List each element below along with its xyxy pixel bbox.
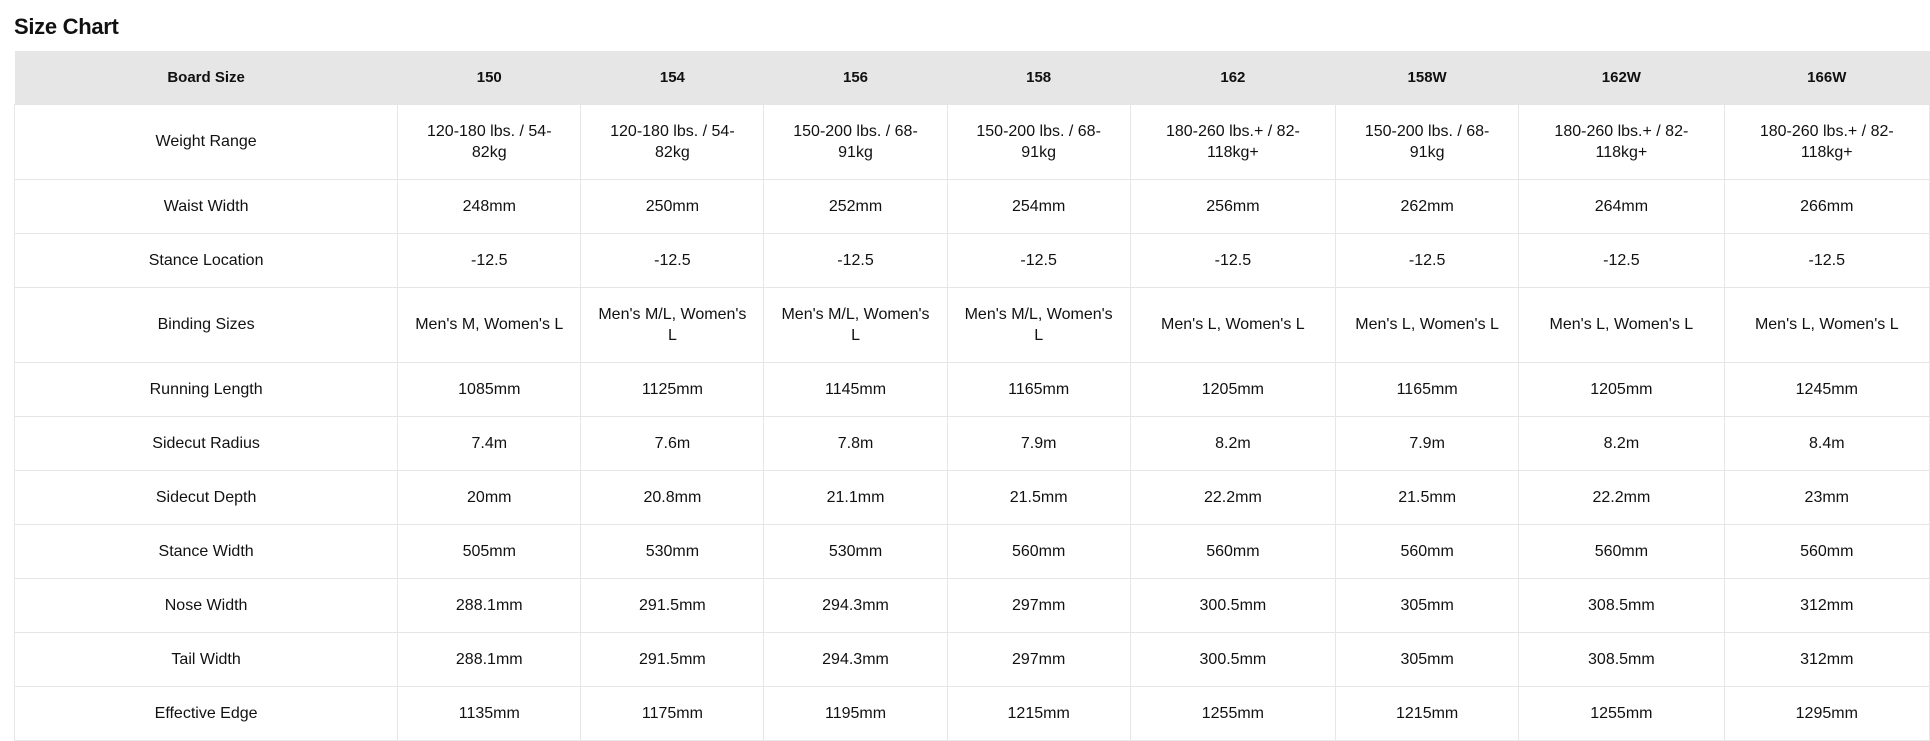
table-row — [15, 686, 1930, 740]
table-cell: 150-200 lbs. / 68-91kg — [947, 104, 1130, 179]
table-cell: 150-200 lbs. / 68-91kg — [1336, 104, 1519, 179]
row-label: Running Length — [15, 362, 398, 416]
table-cell: Men's M/L, Women's L — [581, 287, 764, 362]
table-cell: 7.8m — [764, 416, 947, 470]
table-cell: 252mm — [764, 179, 947, 233]
table-cell: 7.6m — [581, 416, 764, 470]
row-label: Stance Width — [15, 524, 398, 578]
table-cell: 180-260 lbs.+ / 82-118kg+ — [1724, 104, 1929, 179]
table-cell: 560mm — [1519, 524, 1724, 578]
table-cell: 530mm — [764, 524, 947, 578]
table-cell: 312mm — [1724, 632, 1929, 686]
table-cell: 1195mm — [764, 686, 947, 740]
size-chart-table-container — [14, 51, 1899, 741]
table-cell: 250mm — [581, 179, 764, 233]
table-cell: -12.5 — [1130, 233, 1335, 287]
table-cell: 1165mm — [947, 362, 1130, 416]
table-cell: Men's L, Women's L — [1519, 287, 1724, 362]
table-cell: 150-200 lbs. / 68-91kg — [764, 104, 947, 179]
header-cell-size: 158W — [1407, 68, 1447, 86]
row-label: Stance Location — [15, 233, 398, 287]
table-cell: Men's L, Women's L — [1724, 287, 1929, 362]
table-row — [15, 233, 1930, 287]
table-cell: 294.3mm — [764, 632, 947, 686]
table-cell: 248mm — [398, 179, 581, 233]
table-cell: 8.2m — [1519, 416, 1724, 470]
table-cell: 560mm — [947, 524, 1130, 578]
table-cell: Men's M/L, Women's L — [947, 287, 1130, 362]
row-label: Effective Edge — [15, 686, 398, 740]
table-cell: -12.5 — [1724, 233, 1929, 287]
row-label: Binding Sizes — [15, 287, 398, 362]
table-cell: 560mm — [1130, 524, 1335, 578]
table-row — [15, 632, 1930, 686]
table-cell: 1085mm — [398, 362, 581, 416]
table-cell: 294.3mm — [764, 578, 947, 632]
table-cell: -12.5 — [947, 233, 1130, 287]
header-cell-size: 156 — [843, 68, 869, 86]
table-cell: 180-260 lbs.+ / 82-118kg+ — [1519, 104, 1724, 179]
table-cell: -12.5 — [1336, 233, 1519, 287]
table-row — [15, 416, 1930, 470]
table-cell: 120-180 lbs. / 54-82kg — [398, 104, 581, 179]
table-cell: 180-260 lbs.+ / 82-118kg+ — [1130, 104, 1335, 179]
table-row — [15, 287, 1930, 362]
table-row — [15, 470, 1930, 524]
header-cell-size: 166W — [1807, 68, 1847, 86]
table-cell: -12.5 — [764, 233, 947, 287]
table-cell: 7.4m — [398, 416, 581, 470]
table-cell: 1295mm — [1724, 686, 1929, 740]
table-cell: 256mm — [1130, 179, 1335, 233]
table-cell: 1145mm — [764, 362, 947, 416]
size-chart-table — [14, 51, 1930, 741]
table-cell: 254mm — [947, 179, 1130, 233]
table-cell: 1215mm — [947, 686, 1130, 740]
table-cell: 1205mm — [1519, 362, 1724, 416]
header-cell-size: 150 — [476, 68, 502, 86]
table-cell: -12.5 — [581, 233, 764, 287]
table-cell: 23mm — [1724, 470, 1929, 524]
table-header — [15, 51, 1930, 104]
table-cell: 1255mm — [1519, 686, 1724, 740]
table-cell: 7.9m — [947, 416, 1130, 470]
table-cell: 291.5mm — [581, 632, 764, 686]
row-label: Sidecut Depth — [15, 470, 398, 524]
table-cell: 1245mm — [1724, 362, 1929, 416]
table-cell: Men's L, Women's L — [1130, 287, 1335, 362]
table-cell: 305mm — [1336, 578, 1519, 632]
table-row — [15, 362, 1930, 416]
table-cell: 530mm — [581, 524, 764, 578]
table-cell: 8.2m — [1130, 416, 1335, 470]
row-label: Weight Range — [15, 104, 398, 179]
table-cell: Men's M/L, Women's L — [764, 287, 947, 362]
table-cell: 288.1mm — [398, 578, 581, 632]
page-title: Size Chart — [14, 14, 119, 39]
table-cell: 20.8mm — [581, 470, 764, 524]
table-cell: 560mm — [1724, 524, 1929, 578]
table-cell: Men's L, Women's L — [1336, 287, 1519, 362]
table-cell: 264mm — [1519, 179, 1724, 233]
table-cell: Men's M, Women's L — [398, 287, 581, 362]
table-cell: 505mm — [398, 524, 581, 578]
table-cell: 308.5mm — [1519, 578, 1724, 632]
table-cell: 312mm — [1724, 578, 1929, 632]
header-cell-size: 162W — [1601, 68, 1641, 86]
table-cell: 120-180 lbs. / 54-82kg — [581, 104, 764, 179]
table-cell: 20mm — [398, 470, 581, 524]
table-cell: 1135mm — [398, 686, 581, 740]
table-cell: 22.2mm — [1130, 470, 1335, 524]
table-cell: -12.5 — [398, 233, 581, 287]
table-cell: 7.9m — [1336, 416, 1519, 470]
table-row — [15, 524, 1930, 578]
table-cell: 1215mm — [1336, 686, 1519, 740]
table-row — [15, 104, 1930, 179]
table-cell: 305mm — [1336, 632, 1519, 686]
header-cell-board-size: Board Size — [167, 68, 245, 86]
table-cell: 1165mm — [1336, 362, 1519, 416]
table-cell: 291.5mm — [581, 578, 764, 632]
table-cell: 1125mm — [581, 362, 764, 416]
row-label: Sidecut Radius — [15, 416, 398, 470]
table-row — [15, 179, 1930, 233]
table-cell: 266mm — [1724, 179, 1929, 233]
table-cell: 21.1mm — [764, 470, 947, 524]
header-cell-size: 158 — [1026, 68, 1052, 86]
table-cell: 1175mm — [581, 686, 764, 740]
table-cell: 288.1mm — [398, 632, 581, 686]
table-cell: 560mm — [1336, 524, 1519, 578]
table-cell: 262mm — [1336, 179, 1519, 233]
row-label: Tail Width — [15, 632, 398, 686]
table-cell: 1255mm — [1130, 686, 1335, 740]
table-cell: -12.5 — [1519, 233, 1724, 287]
row-label: Nose Width — [15, 578, 398, 632]
table-cell: 297mm — [947, 632, 1130, 686]
table-cell: 21.5mm — [1336, 470, 1519, 524]
table-cell: 300.5mm — [1130, 578, 1335, 632]
row-label: Waist Width — [15, 179, 398, 233]
table-cell: 308.5mm — [1519, 632, 1724, 686]
table-cell: 297mm — [947, 578, 1130, 632]
header-cell-size: 162 — [1220, 68, 1246, 86]
table-body — [15, 104, 1930, 740]
table-cell: 1205mm — [1130, 362, 1335, 416]
header-cell-size: 154 — [659, 68, 685, 86]
table-cell: 300.5mm — [1130, 632, 1335, 686]
table-cell: 8.4m — [1724, 416, 1929, 470]
table-cell: 21.5mm — [947, 470, 1130, 524]
table-cell: 22.2mm — [1519, 470, 1724, 524]
table-row — [15, 578, 1930, 632]
header-row — [15, 51, 1930, 104]
